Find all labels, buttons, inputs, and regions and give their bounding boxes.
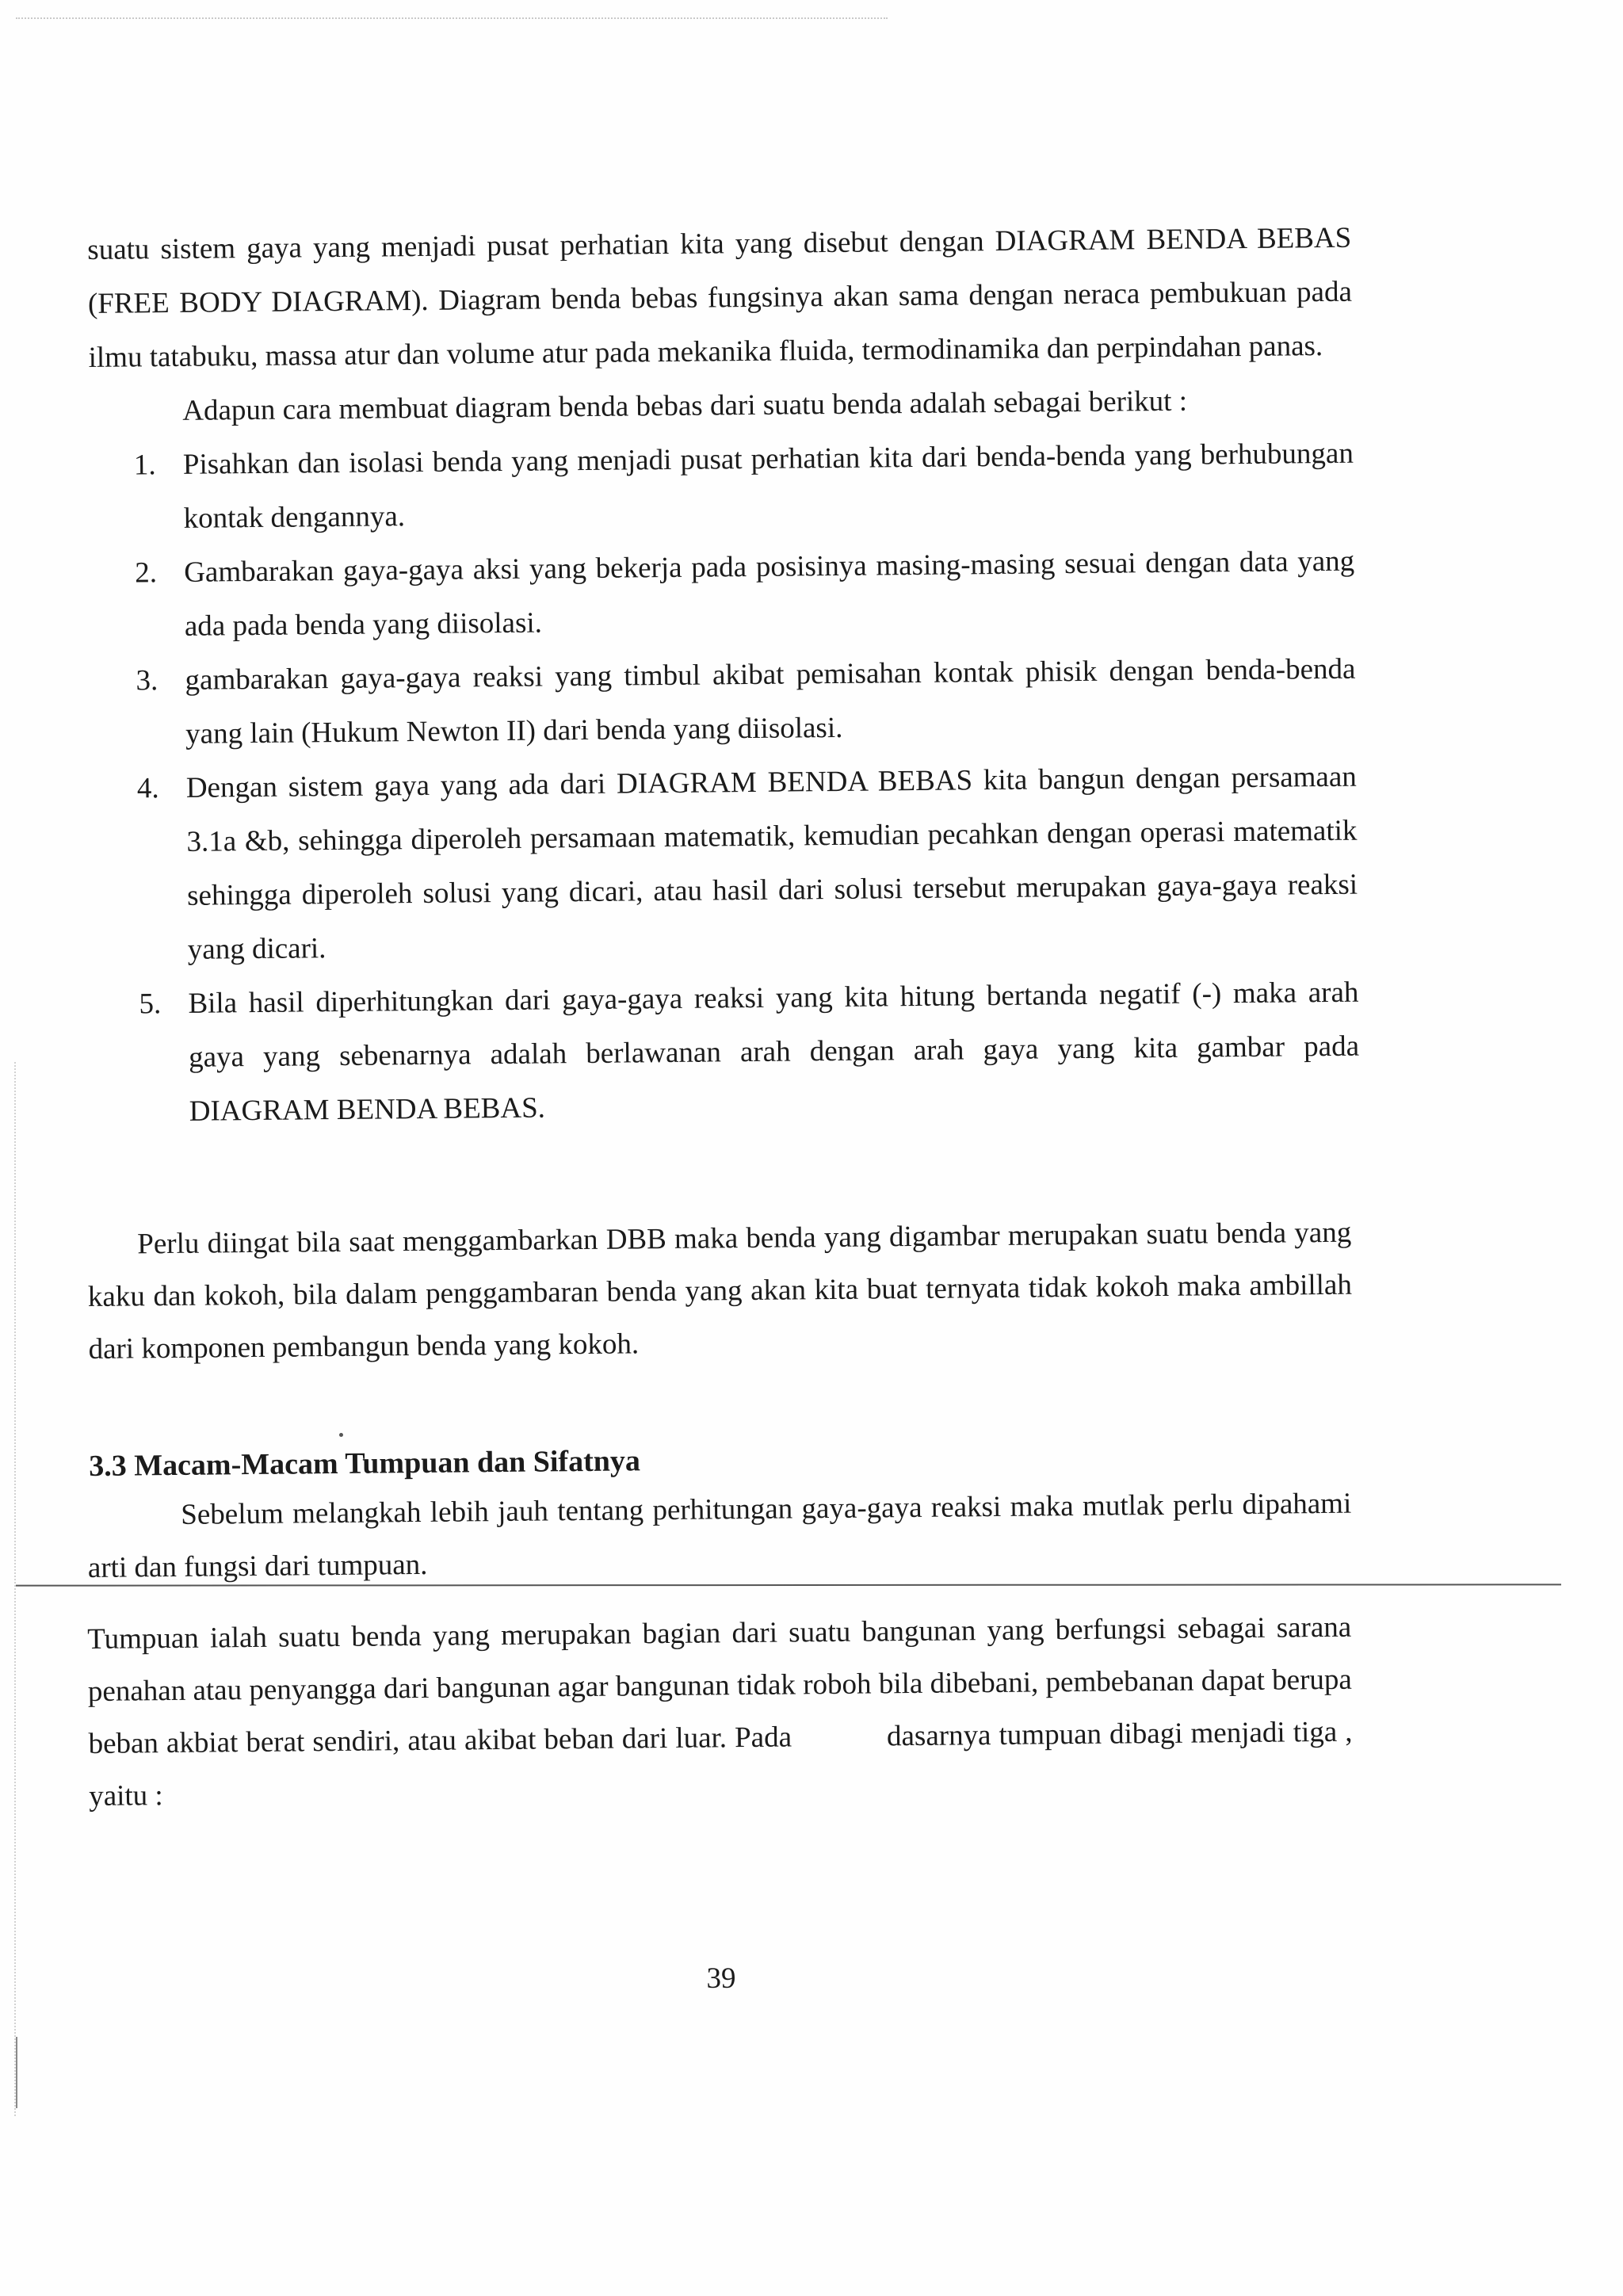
list-item xyxy=(94,966,1360,1140)
list-item-text: Gambarakan gaya-gaya aksi yang bekerja pada posisinya masing-masing sesuai dengan data yang ada pada benda yang diisolasi. xyxy=(184,544,1355,643)
list-item-number: 2. xyxy=(135,556,158,590)
note-paragraph: Perlu diingat bila saat menggambarkan DBB maka benda yang digambar merupakan suatu benda yang kaku dan kokoh, bila dalam penggambaran benda yang akan kita buat ternyata tidak kokoh maka ambillah dari komponen pembangun benda yang kokoh. xyxy=(87,1216,1353,1366)
scan-noise-top xyxy=(16,17,888,19)
list-item-number: 1. xyxy=(133,449,156,482)
list-item-text: Dengan sistem gaya yang ada dari DIAGRAM BENDA BEBAS kita bangun dengan persamaan 3.1a &b, sehingga diperoleh persamaan matematik, kemudian pecahkan dengan operasi matematik sehingga diperoleh solusi yang dicari, atau hasil dari solusi tersebut merupakan gaya-gaya reaksi yang dicari. xyxy=(185,760,1358,966)
list-item-text: Bila hasil diperhitungkan dari gaya-gaya reaksi yang kita hitung bertanda negatif (-) maka arah gaya yang sebenarnya adalah berlawanan arah dengan arah gaya yang kita gambar pada DIAGRAM BENDA BEBAS. xyxy=(188,976,1360,1128)
list-item xyxy=(90,535,1355,655)
intro-paragraph: suatu sistem gaya yang menjadi pusat perhatian kita yang disebut dengan DIAGRAM BENDA BEBAS (FREE BODY DIAGRAM). Diagram benda bebas fungsinya akan sama dengan neraca pembukuan pada ilmu tatabuku, massa atur dan volume atur pada mekanika fluida, termodinamika dan perpindahan panas. xyxy=(87,221,1353,374)
scan-edge-left xyxy=(14,1062,16,2116)
section-heading: 3.3 Macam-Macam Tumpuan dan Sifatnya xyxy=(89,1444,641,1483)
list-item-number: 3. xyxy=(136,664,158,697)
section-body-tail: dasarnya tumpuan dibagi menjadi tiga , yaitu : xyxy=(89,1715,1353,1813)
intro-section xyxy=(87,212,1360,1140)
steps-lead: Adapun cara membuat diagram benda bebas dari suatu benda adalah sebagai berikut : xyxy=(182,384,1188,427)
section-intro xyxy=(87,1478,1352,1595)
list-item xyxy=(93,751,1359,978)
section-body-main: Tumpuan ialah suatu benda yang merupakan bagian dari suatu bangunan yang berfungsi sebagai sarana penahan atau penyangga dari bangunan agar bangunan tidak roboh bila dibebani, pembebanan dapat berupa beban akbiat berat sendiri, atau akibat beban dari luar. Pada xyxy=(87,1610,1353,1760)
list-item xyxy=(91,643,1356,762)
note-section xyxy=(87,1207,1353,1376)
steps-list xyxy=(90,427,1360,1140)
section-body xyxy=(87,1602,1353,1823)
scan-edge-mark xyxy=(16,2037,17,2108)
page-number: 39 xyxy=(706,1962,736,1995)
section-intro-paragraph: Sebelum melangkah lebih jauh tentang perhitungan gaya-gaya reaksi maka mutlak perlu dipahami arti dan fungsi dari tumpuan. xyxy=(87,1487,1352,1584)
list-item-text: Pisahkan dan isolasi benda yang menjadi pusat perhatian kita dari benda-benda yang berhubungan kontak dengannya. xyxy=(182,437,1354,535)
list-item-number: 4. xyxy=(136,772,159,805)
list-item xyxy=(90,427,1354,547)
list-item-text: gambarakan gaya-gaya reaksi yang timbul akibat pemisahan kontak phisik dengan benda-benda yang lain (Hukum Newton II) dari benda yang diisolasi. xyxy=(185,652,1356,751)
list-item-number: 5. xyxy=(139,988,162,1021)
stray-dot xyxy=(339,1433,343,1437)
